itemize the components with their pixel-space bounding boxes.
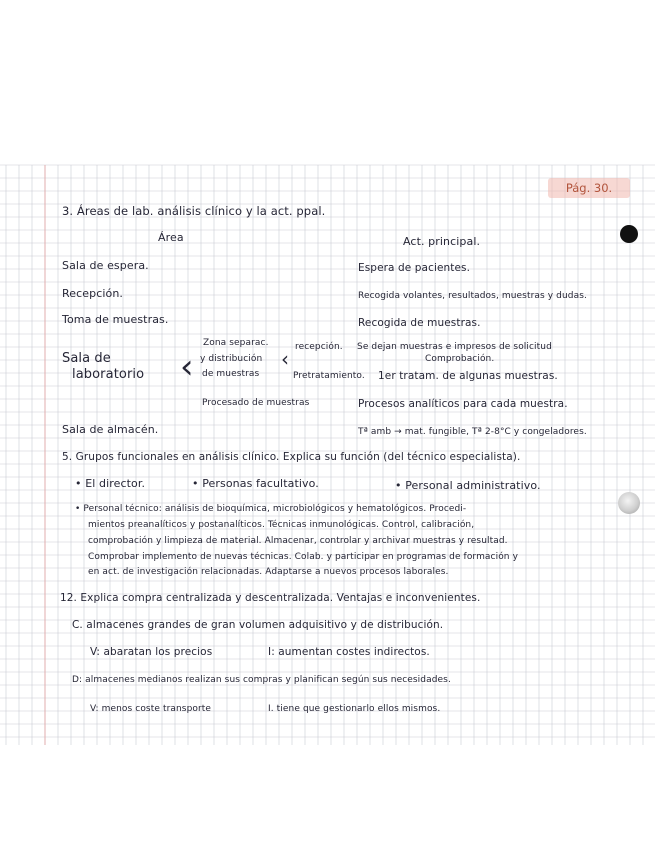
q5-tecnico-line1: • Personal técnico: análisis de bioquímica, microbiológicos y hematológicos. Procedi- [75,504,467,514]
binder-ring-hole [618,492,640,514]
q5-bullet-facultativo-text: Personas facultativo. [202,477,319,490]
binder-hole [620,225,638,243]
lab-activity-dejan: Se dejan muestras e impresos de solicitud [357,342,552,352]
lab-activity-tratamiento: 1er tratam. de algunas muestras. [378,370,558,382]
q12-centralizada-ventajas: V: abaratan los precios [90,646,213,658]
area-sala-espera: Sala de espera. [62,259,149,272]
q5-tecnico-line2: mientos preanalíticos y postanalíticos. Técnicas inmunológicas. Control, calibración, [88,520,475,530]
q5-tecnico-line1-text: Personal técnico: análisis de bioquímica, microbiológicos y hematológicos. Procedi- [83,504,467,514]
lab-pretratamiento: Pretratamiento. [293,371,365,381]
lab-brace: ‹ [180,347,194,387]
area-almacen: Sala de almacén. [62,423,159,436]
lab-recepcion: recepción. [295,342,343,352]
q12-descentralizada-inconvenientes: I. tiene que gestionarlo ellos mismos. [268,704,441,714]
q5-bullet-facultativo: • Personas facultativo. [192,477,319,490]
q5-tecnico-line4: Comprobar implemento de nuevas técnicas. Colab. y participar en programas de formación y [88,552,518,562]
q3-column-area: Área [158,231,184,244]
q12-centralizada-inconvenientes: I: aumentan costes indirectos. [268,646,430,658]
q5-bullet-director-text: El director. [85,477,146,490]
q3-column-activity: Act. principal. [403,235,481,248]
lab-label-line1: Sala de [62,351,111,366]
activity-almacen: Tª amb → mat. fungible, Tª 2-8°C y congeladores. [358,427,587,437]
q12-descentralizada: D: almacenes medianos realizan sus compras y planifican según sus necesidades. [72,675,451,685]
q3-title: 3. Áreas de lab. análisis clínico y la act. ppal. [62,204,326,218]
q5-bullet-administrativo-text: Personal administrativo. [405,479,541,492]
activity-sala-espera: Espera de pacientes. [358,262,471,274]
q5-bullet-director: • El director. [75,477,146,490]
activity-recepcion: Recogida volantes, resultados, muestras y dudas. [358,291,587,301]
lab-sub-procesado: Procesado de muestras [202,398,310,408]
lab-sub-zona: Zona separac. [203,338,269,348]
lab-sub-distribucion: y distribución [200,354,263,364]
area-toma-muestras: Toma de muestras. [62,313,169,326]
q12-title: 12. Explica compra centralizada y descentralizada. Ventajas e inconvenientes. [60,592,481,604]
page-number-tag: Pág. 30. [548,178,630,198]
q5-tecnico-line5: en act. de investigación relacionadas. Adaptarse a nuevos procesos laborales. [88,567,449,577]
q5-title: 5. Grupos funcionales en análisis clínico. Explica su función (del técnico especialista). [62,451,521,463]
q12-centralizada: C. almacenes grandes de gran volumen adquisitivo y de distribución. [72,619,444,631]
activity-toma-muestras: Recogida de muestras. [358,317,481,329]
lab-sub-muestras: de muestras [202,369,260,379]
lab-label-line2: laboratorio [72,367,145,382]
area-recepcion: Recepción. [62,287,124,300]
q12-descentralizada-ventajas: V: menos coste transporte [90,704,212,714]
q5-bullet-administrativo: • Personal administrativo. [395,479,541,492]
lab-activity-comprobacion: Comprobación. [425,354,495,364]
q5-tecnico-line3: comprobación y limpieza de material. Almacenar, controlar y archivar muestras y resultad. [88,536,508,546]
lab-activity-procesos: Procesos analíticos para cada muestra. [358,398,568,410]
zona-brace: ‹ [281,347,289,371]
